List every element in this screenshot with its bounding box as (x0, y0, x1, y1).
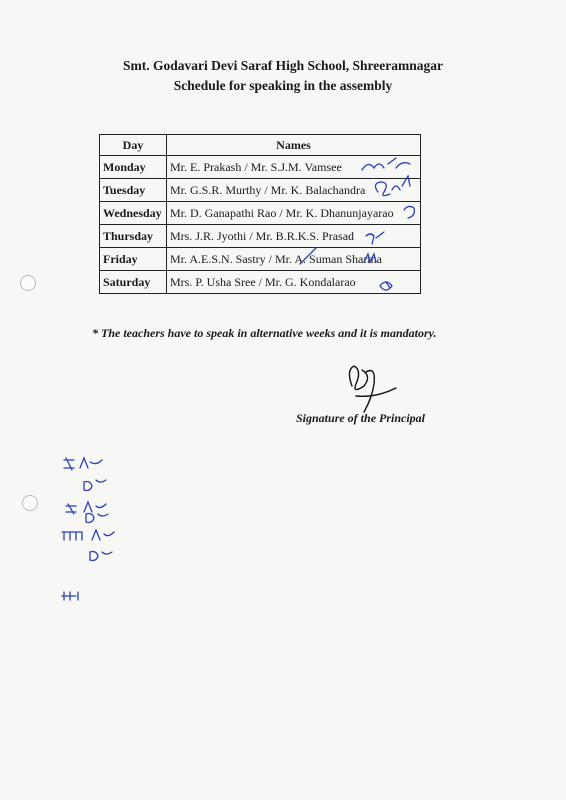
names-cell: Mr. D. Ganapathi Rao / Mr. K. Dhanunjayarao (167, 202, 421, 225)
names-cell: Mr. E. Prakash / Mr. S.J.M. Vamsee (167, 156, 421, 179)
names-cell: Mr. A.E.S.N. Sastry / Mr. A. Suman Sharma (167, 248, 421, 271)
school-name: Smt. Godavari Devi Saraf High School, Shreeramnagar (123, 58, 443, 73)
header-names: Names (167, 135, 421, 156)
principal-signature-label: Signature of the Principal (296, 411, 426, 425)
day-cell: Tuesday (100, 179, 167, 202)
names-cell: Mrs. J.R. Jyothi / Mr. B.R.K.S. Prasad (167, 225, 421, 248)
mandatory-note: * The teachers have to speak in alternative weeks and it is mandatory. (92, 326, 437, 340)
names-cell: Mrs. P. Usha Sree / Mr. G. Kondalarao (167, 271, 421, 294)
schedule-subtitle: Schedule for speaking in the assembly (173, 78, 393, 93)
names-cell: Mr. G.S.R. Murthy / Mr. K. Balachandra (167, 179, 421, 202)
day-cell: Monday (100, 156, 167, 179)
day-cell: Friday (100, 248, 167, 271)
day-cell: Thursday (100, 225, 167, 248)
day-cell: Wednesday (100, 202, 167, 225)
header-day: Day (100, 135, 167, 156)
day-cell: Saturday (100, 271, 167, 294)
